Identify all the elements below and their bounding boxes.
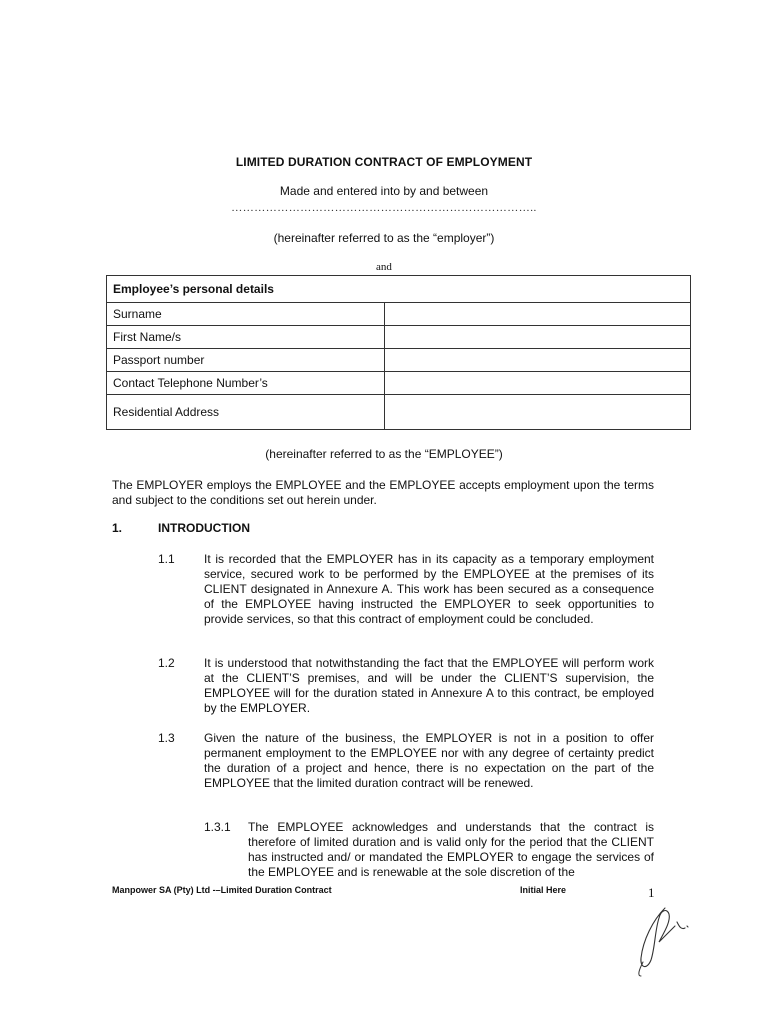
surname-label: Surname [107,303,385,326]
clause-text: It is understood that notwithstanding the fact that the EMPLOYEE will perform work at the CLIENT’S premises, and will be under the CLIENT’S supervision, the EMPLOYEE will for the duration stated in Annexure A to this contract, be employed by the EMPLOYER. [204,656,654,715]
first-name-label: First Name/s [107,326,385,349]
telephone-label: Contact Telephone Number’s [107,372,385,395]
document-title: LIMITED DURATION CONTRACT OF EMPLOYMENT [235,155,533,169]
page-number: 1 [648,885,655,900]
section-number: 1. [112,521,123,535]
intro-paragraph: The EMPLOYER employs the EMPLOYEE and the EMPLOYEE accepts employment upon the terms and subject to the conditions set out herein under. [112,478,654,507]
table-row [107,303,691,326]
employer-name-blank: …………………………………………………………………….. [231,202,537,214]
employer-reference: (hereinafter referred to as the “employer”) [273,231,495,245]
footer-company: Manpower SA (Pty) Ltd -–Limited Duration Contract [112,885,332,895]
subclause-number: 1.3.1 [204,820,231,834]
address-label: Residential Address [107,395,385,430]
signature-mark [625,900,705,980]
passport-field[interactable] [385,349,691,372]
employee-details-header: Employee’s personal details [107,276,691,303]
employee-reference: (hereinafter referred to as the “EMPLOYEE”) [265,447,503,461]
clause-number: 1.3 [158,731,175,745]
subclause-text: The EMPLOYEE acknowledges and understands that the contract is therefore of limited duration and is valid only for the period that the CLIENT has instructed and/ or mandated the EMPLOYER to engage the services of the EMPLOYEE and is renewable at the sole discretion of the [248,820,654,879]
employee-details-table [106,275,691,430]
clause-number: 1.1 [158,552,175,566]
table-row [107,395,691,430]
table-row [107,372,691,395]
address-field[interactable] [385,395,691,430]
document-subtitle: Made and entered into by and between [279,184,489,198]
clause-number: 1.2 [158,656,175,670]
telephone-field[interactable] [385,372,691,395]
table-row [107,326,691,349]
surname-field[interactable] [385,303,691,326]
footer-initial-label: Initial Here [520,885,567,895]
passport-label: Passport number [107,349,385,372]
table-row [107,349,691,372]
and-text: and [376,261,392,273]
first-name-field[interactable] [385,326,691,349]
clause-text: Given the nature of the business, the EMPLOYER is not in a position to offer permanent employment to the EMPLOYEE nor with any degree of certainty predict the duration of a project and hence, there is no expectation on the part of the EMPLOYEE that the limited duration contract will be renewed. [204,731,654,790]
section-title: INTRODUCTION [158,521,250,535]
clause-text: It is recorded that the EMPLOYER has in its capacity as a temporary employment service, secured work to be performed by the EMPLOYEE at the premises of its CLIENT designated in Annexure A. This work has been secured as a consequence of the EMPLOYEE having instructed the EMPLOYER to seek opportunities to provide services, so that this contract of employment could be concluded. [204,552,654,626]
